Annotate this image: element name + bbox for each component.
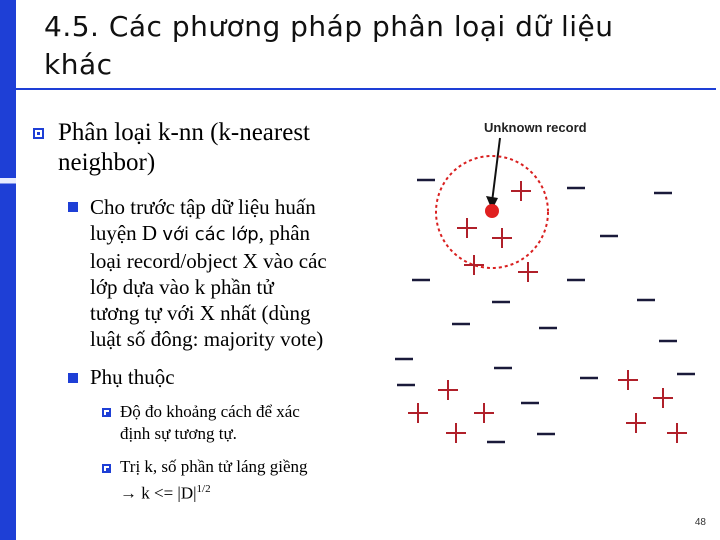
plus-point <box>626 413 646 433</box>
definition-line-2b: với các lớp <box>162 224 259 245</box>
definition-line-2 <box>90 220 380 248</box>
plus-point <box>618 370 638 390</box>
plus-point <box>446 423 466 443</box>
knn-illustration <box>370 112 700 457</box>
page-number: 48 <box>694 517 706 528</box>
unknown-record-dot <box>485 204 499 218</box>
definition-line-5: tương tự với X nhất (dùng <box>90 301 311 325</box>
distance-line-2: định sự tương tự. <box>120 424 237 443</box>
square-bullet-icon <box>102 408 111 417</box>
plus-point <box>653 388 673 408</box>
definition-line-3: loại record/object X vào các <box>90 249 327 273</box>
definition-line-1: Cho trước tập dữ liệu huấn <box>90 195 316 219</box>
title-line-2: khác <box>44 48 113 81</box>
k-value-exponent: 1/2 <box>196 483 211 495</box>
definition-line-4: lớp dựa vào k phần tử <box>90 275 274 299</box>
plus-point <box>464 255 484 275</box>
plus-point <box>492 228 512 248</box>
bullet-knn-line-2: neighbor) <box>58 149 156 176</box>
filled-bullet-icon <box>68 202 78 212</box>
left-accent-bar <box>0 0 16 540</box>
plus-point <box>457 218 477 238</box>
title-line-1: 4.5. Các phương pháp phân loại dữ liệu <box>44 10 614 43</box>
sub-bullet-definition <box>90 194 380 352</box>
bullet-knn <box>58 118 378 178</box>
slide-title <box>44 8 704 84</box>
k-value-formula: k <= |D| <box>137 483 197 503</box>
sub-bullet-depends: Phụ thuộc <box>90 365 175 389</box>
right-arrow-icon: → <box>120 483 137 503</box>
item-k-value <box>120 456 380 505</box>
title-divider <box>16 88 716 90</box>
plus-point <box>474 403 494 423</box>
plus-point <box>408 403 428 423</box>
item-distance-measure <box>120 401 380 445</box>
minus-points <box>395 180 695 442</box>
filled-bullet-icon <box>68 373 78 383</box>
definition-line-6: luật số đông: majority vote) <box>90 327 324 351</box>
plus-point <box>518 262 538 282</box>
pointer-arrow-line <box>492 138 500 202</box>
plus-point <box>438 380 458 400</box>
distance-line-1: Độ đo khoảng cách để xác <box>120 402 300 421</box>
plus-point <box>511 181 531 201</box>
k-value-line-1: Trị k, số phần tử láng giềng <box>120 457 308 476</box>
k-value-line-2 <box>120 478 380 505</box>
definition-line-2c: , phân <box>258 221 311 245</box>
bullet-knn-line-1: Phân loại k-nn (k-nearest <box>58 119 311 146</box>
definition-line-2a: luyện D <box>90 221 163 245</box>
unknown-record-label: Unknown record <box>484 120 587 135</box>
square-bullet-icon <box>33 128 44 139</box>
plus-point <box>667 423 687 443</box>
square-bullet-icon <box>102 464 111 473</box>
